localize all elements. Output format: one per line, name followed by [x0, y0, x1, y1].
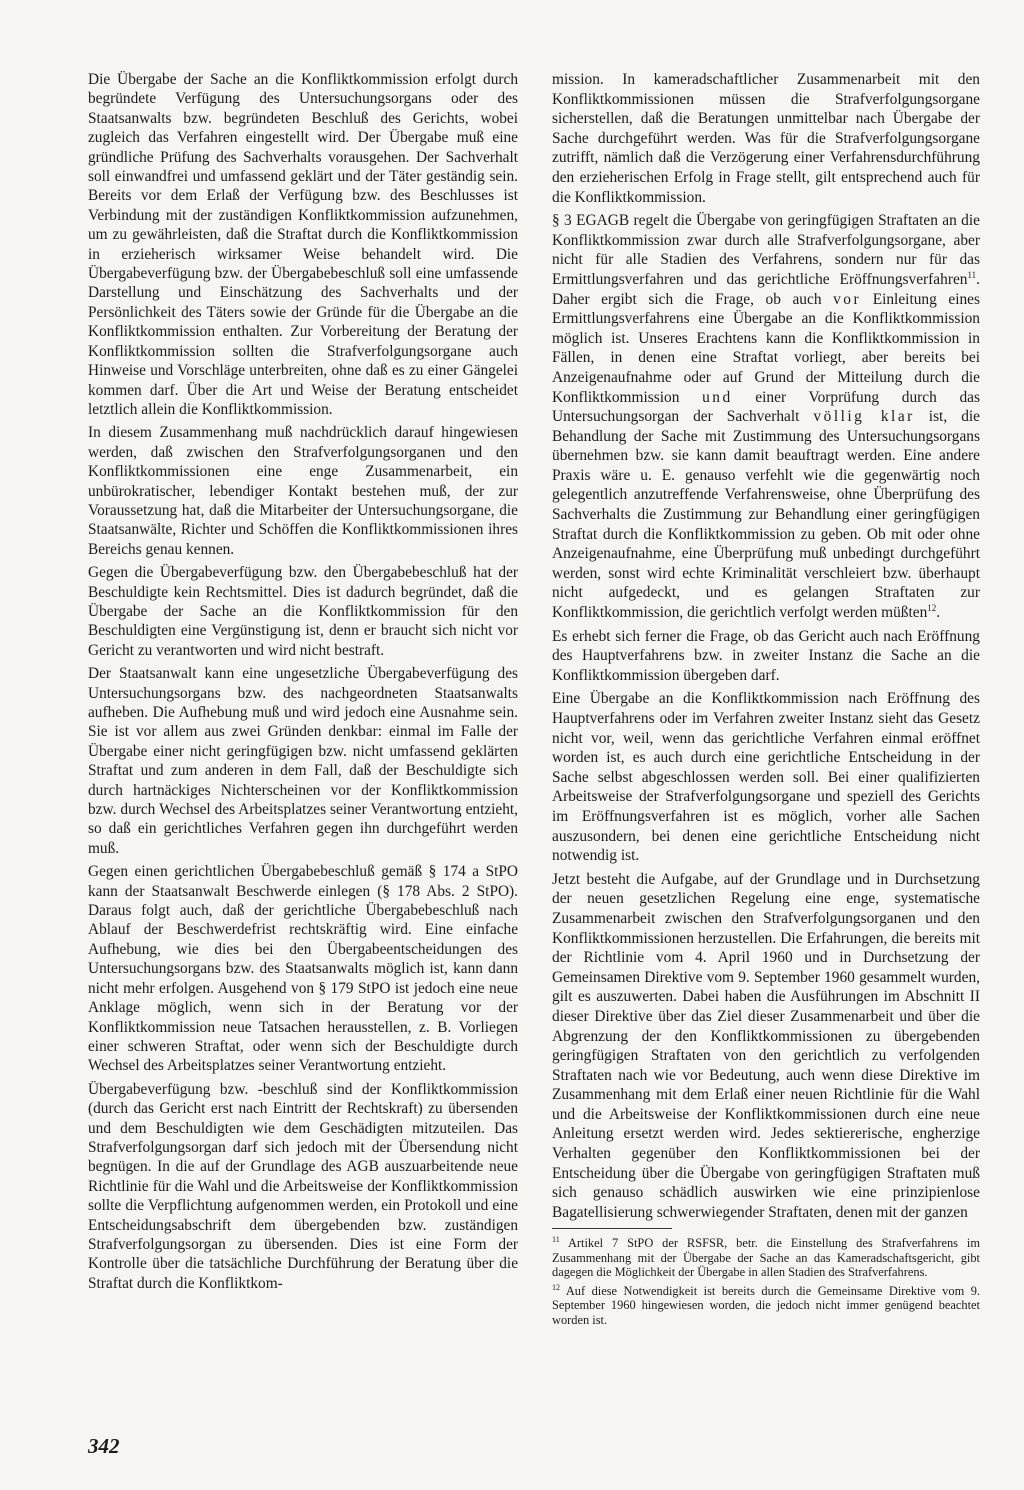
text-run: . [936, 604, 941, 622]
footnotes [552, 1236, 980, 1332]
paragraph: Es erhebt sich ferner die Frage, ob das Gericht auch nach Eröffnung des Hauptverfahrens bzw. in zweiter Instanz die Sache an die Konfliktkommission übergeben darf. [552, 627, 980, 684]
footnote-divider [552, 1228, 672, 1229]
footnote-ref-11: 11 [967, 269, 977, 280]
text-run: einer Vorprüfung durch das Untersuchungsorgan der Sachverhalt [552, 388, 980, 426]
footnote [552, 1284, 980, 1328]
paragraph: Der Staatsanwalt kann eine ungesetzliche Übergabeverfügung des Untersuchungsorgans bzw. des nachgeordneten Staatsanwalts aufheben. Die Aufhebung muß und wird jedoch eine Ausnahme sein. Sie ist vor allem aus zwei Gründen denkbar: einmal im Falle der Übergabe einer nicht geringfügigen bzw. nicht umfassend geklärten Straftat und zum anderen in dem Fall, daß der Beschuldigte sich durch hartnäckiges Nichterscheinen vor der Konfliktkommission bzw. durch Wechsel des Arbeitsplatzes seiner Verantwortung entzieht, so daß ein gerichtliches Verfahren gegen ihn durchgeführt werden muß. [88, 665, 518, 857]
paragraph: Die Übergabe der Sache an die Konfliktkommission erfolgt durch begründete Verfügung des Untersuchungsorgans oder des Staatsanwalts bzw. begründeten Beschluß des Gerichts, wobei zugleich das Verfahren eingestellt wird. Der Übergabe muß eine gründliche Prüfung des Sachverhalts vorausgehen. Der Sachverhalt soll einwandfrei und umfassend geklärt und der Täter geständig sein. Bereits vor dem Erlaß der Verfügung bzw. des Beschlusses ist Verbindung mit der zuständigen Konfliktkommission aufzunehmen, um zu gewährleisten, daß die Straftat durch die Konfliktkommission in erzieherisch wirksamer Weise behandelt wird. Die Übergabeverfügung bzw. der Übergabebeschluß soll eine umfassende Darstellung und Einschätzung des Sachverhalts und der Persönlichkeit des Täters sowie der Gründe für die Übergabe an die Konfliktkommission enthalten. Zur Vorbereitung der Beratung der Konfliktkommission sollten die Strafverfolgungsorgane auch Hinweise und Vorschläge unterbreiten, ohne daß es zu einer Gängelei kommen darf. Über die Art und Weise der Beratung entscheidet letztlich allein die Konfliktkommission. [88, 71, 518, 418]
left-column [88, 70, 518, 1297]
right-column [552, 70, 980, 1226]
text-run: § 3 EGAGB regelt die Übergabe von geringfügigen Straftaten an die Konfliktkommission zwar durch alle Strafverfolgungsorgane, aber nicht für alle Stadien des Verfahrens, sondern nur für das Ermittlungsverfahren und das gerichtliche Eröffnungsverfahren [552, 212, 980, 288]
paragraph: In diesem Zusammenhang muß nachdrücklich darauf hingewiesen werden, daß zwischen den Strafverfolgungsorganen und den Konfliktkommissionen eine enge Zusammenarbeit, ein unbürokratischer, lebendiger Kontakt bestehen muß, der zur Voraussetzung hat, daß die Mitarbeiter der Untersuchungsorgane, die Staatsanwälte, Richter und Schöffen die Konfliktkommissionen ihres Bereichs genau kennen. [88, 424, 518, 558]
paragraph: mission. In kameradschaftlicher Zusammenarbeit mit den Konfliktkommissionen müssen die Strafverfolgungsorgane sicherstellen, daß die Beratungen unmittelbar nach Übergabe der Sache durchgeführt werden. Was für die Strafverfolgungsorgane zutrifft, nämlich daß die Verzögerung einer Verfahrensdurchführung den erzieherischen Erfolg in Frage stellt, gilt entsprechend auch für die Konfliktkommission. [552, 71, 980, 206]
spaced-emphasis: und [702, 388, 733, 406]
paragraph: Eine Übergabe an die Konfliktkommission nach Eröffnung des Hauptverfahrens oder im Verfahren zweiter Instanz sieht das Gesetz nicht vor, weil, wenn das gerichtliche Verfahren einmal eröffnet worden ist, es auch durch eine gerichtliche Entscheidung in der Sache selbst abgeschlossen werden soll. Bei einer qualifizierten Arbeitsweise der Strafverfolgungsorgane und speziell des Gerichts im Eröffnungsverfahren ist es möglich, vorher alle Sachen auszusondern, bei denen eine gerichtliche Entscheidung nicht notwendig ist. [552, 690, 980, 865]
footnote-mark: 11 [552, 1234, 560, 1244]
footnote-ref-12: 12 [927, 602, 937, 613]
paragraph: Jetzt besteht die Aufgabe, auf der Grundlage und in Durchsetzung der neuen gesetzlichen Regelung eine enge, systematische Zusammenarbeit zwischen den Strafverfolgungsorganen und den Konfliktkommissionen herzustellen. Die Erfahrungen, die bereits mit der Richtlinie vom 4. April 1960 und in Durchsetzung der Gemeinsamen Direktive vom 9. September 1960 gesammelt wurden, gilt es auszuwerten. Dabei haben die Ausführungen im Abschnitt II dieser Direktive über das Ziel dieser Zusammenarbeit und über die Abgrenzung der den Konfliktkommissionen zu übergebenden geringfügigen Straftaten von den gerichtlich zu verfolgenden Straftaten nach wie vor Bedeutung, auch wenn diese Direktive im Zusammenhang mit dem Erlaß einer neuen Richtlinie für die Wahl und die Arbeitsweise der Konfliktkommissionen durch eine neue Anleitung ersetzt werden wird. Jedes sektiererische, engherzige Verhalten gegenüber den Konfliktkommissionen bei der Entscheidung über die Übergabe von geringfügigen Straftaten muß sich genauso schädlich auswirken wie eine prinzipienlose Bagatellisierung schwerwiegender Straftaten, denen mit der ganzen [552, 870, 980, 1221]
footnote [552, 1236, 980, 1280]
page-number: 342 [88, 1434, 120, 1458]
paragraph [552, 211, 980, 622]
footnote-text: Artikel 7 StPO der RSFSR, betr. die Einstellung des Strafverfahrens im Zusammenhang mit der Übergabe der Sache an das Kameradschaftsgericht, gibt dagegen die Möglichkeit der Übergabe in allen Stadien des Strafverfahrens. [552, 1236, 980, 1280]
spaced-emphasis: vor [833, 290, 862, 308]
footnote-mark: 12 [552, 1282, 560, 1292]
footnote-text: Auf diese Notwendigkeit ist bereits durch die Gemeinsame Direktive vom 9. September 1960 hingewiesen worden, die jedoch nicht immer genügend beachtet worden ist. [552, 1283, 980, 1327]
text-run: Einleitung eines Ermittlungsverfahrens eine Übergabe an die Konfliktkommission möglich ist. Unseres Erachtens kann die Konfliktkommission in Fällen, in denen eine Straftat vorliegt, aber bereits bei Anzeigenaufnahme oder auf Grund der Mitteilung durch die Konfliktkommission [552, 290, 980, 406]
text-run: ist, die Behandlung der Sache mit Zustimmung des Untersuchungsorgans übernehmen bzw. sie kann damit beauftragt werden. Eine andere Praxis wäre u. E. genauso verfehlt wie die gegenwärtig noch gelegentlich anzutreffende Verfahrensweise, ohne Überprüfung des Sachverhalts die Zustimmung zur Behandlung einer geringfügigen Straftat durch die Konfliktkommission zu geben. Ob mit oder ohne Anzeigenaufnahme, eine Überprüfung muß unbedingt durchgeführt werden, sonst wird echte Kriminalität verschleiert bzw. überhaupt nicht aufgedeckt, und es gelangen Straftaten zur Konfliktkommission, die gerichtlich verfolgt werden müßten [552, 408, 980, 622]
spaced-emphasis: völlig klar [813, 408, 915, 426]
paragraph: Gegen die Übergabeverfügung bzw. den Übergabebeschluß hat der Beschuldigte kein Rechtsmittel. Dies ist dadurch begründet, daß die Übergabe der Sache an die Konfliktkommission für den Beschuldigten eine Vergünstigung ist, denn er braucht sich nicht vor Gericht zu verantworten und wird nicht bestraft. [88, 564, 518, 659]
paragraph: Übergabeverfügung bzw. -beschluß sind der Konfliktkommission (durch das Gericht erst nach Eintritt der Rechtskraft) zu übersenden und dem Beschuldigten wie dem Geschädigten mitzuteilen. Das Strafverfolgungsorgan darf sich jedoch mit der Übersendung nicht begnügen. In die auf der Grundlage des AGB auszuarbeitende neue Richtlinie für die Wahl und die Arbeitsweise der Konfliktkommission sollte die Verpflichtung aufgenommen werden, ein Protokoll und eine Entscheidungsabschrift dem übergebenden bzw. zuständigen Strafverfolgungsorgan zu übersenden. Dies ist eine Form der Kontrolle über die tatsächliche Durchführung der Beratung über die Straftat durch die Konfliktkom- [88, 1080, 518, 1292]
paragraph: Gegen einen gerichtlichen Übergabebeschluß gemäß § 174 a StPO kann der Staatsanwalt Beschwerde einlegen (§ 178 Abs. 2 StPO). Daraus folgt auch, daß der gerichtliche Übergabebeschluß nach Ablauf der Beschwerdefrist rechtskräftig wird. Eine einfache Aufhebung, wie dies bei den Übergabeentscheidungen des Untersuchungsorgans bzw. des Staatsanwalts möglich ist, kann dann nicht mehr erfolgen. Ausgehend von § 179 StPO ist jedoch eine neue Anklage möglich, wenn sich in der Beratung vor der Konfliktkommission neue Tatsachen herausstellen, z. B. Vorliegen einer schweren Straftat, oder wenn sich der Beschuldigte durch Wechsel des Arbeitsplatzes seiner Verantwortung entzieht. [88, 863, 518, 1075]
text-run: . Daher ergibt sich die Frage, ob auch [552, 270, 980, 308]
